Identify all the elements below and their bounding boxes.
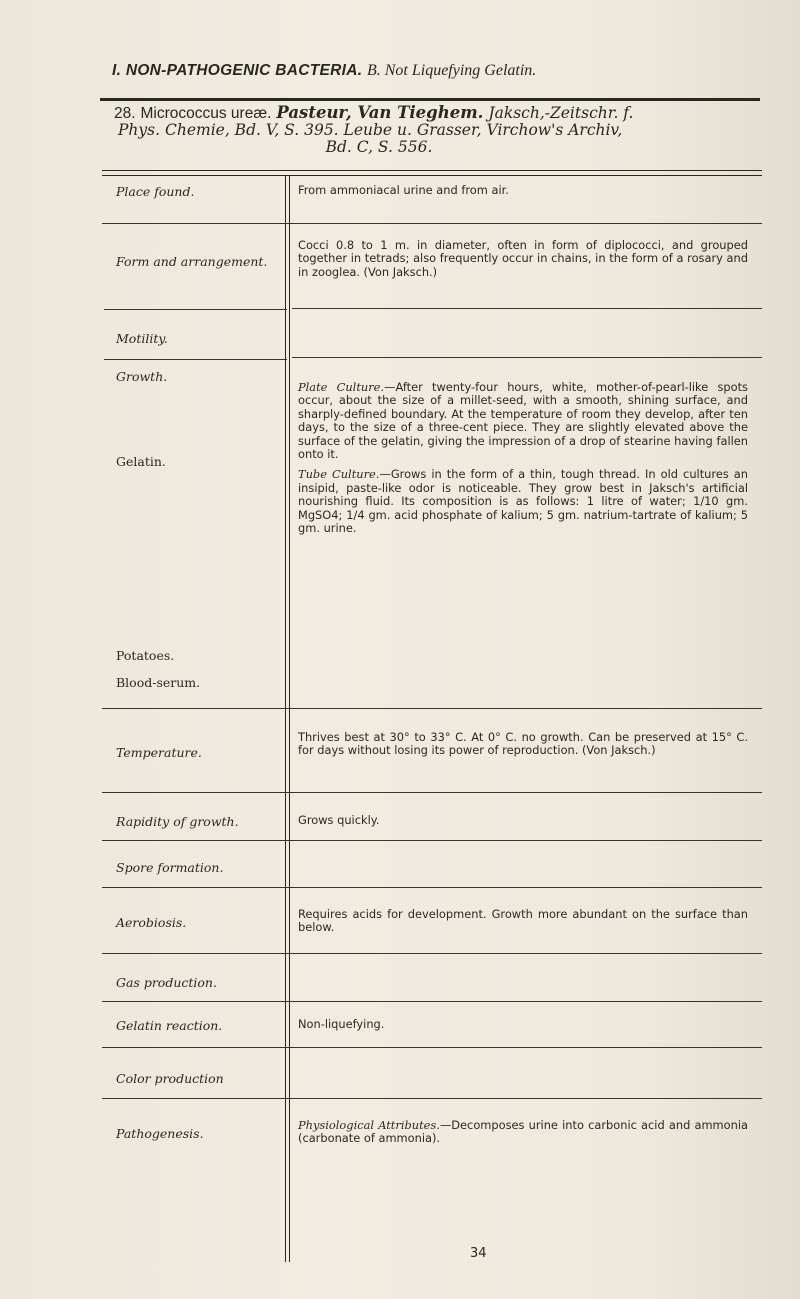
entry-reference-2: Phys. Chemie, Bd. V, S. 395. Leube u. Grasser, Virchow's Archiv, — [118, 121, 623, 139]
running-head-title: I. NON-PATHOGENIC BACTERIA. — [112, 62, 363, 79]
row-label: Color production — [116, 1071, 224, 1086]
header-rule — [100, 98, 760, 101]
row-rule — [292, 357, 762, 358]
row-label: Temperature. — [116, 745, 202, 760]
row-rule — [102, 1001, 762, 1002]
entry-authors: Pasteur, Van Tieghem. — [276, 103, 484, 122]
sublabel-potatoes: Potatoes. — [116, 648, 175, 663]
row-content: Requires acids for development. Growth more abundant on the surface than below. — [298, 907, 748, 935]
physiological-lead: Physiological Attributes. — [298, 1118, 440, 1132]
row-rule — [102, 708, 762, 709]
row-content: From ammoniacal urine and from air. — [298, 183, 509, 197]
tube-culture-text: —Grows in the form of a thin, tough thread. In old cultures an insipid, paste-like odor is noticeable. They grow best in Jaksch's artificial nourishing fluid. Its composition is as follows: 1 litre of water; 1/10 gm. MgSO4; 1/4 gm. acid phosphate of kalium; 5 gm. natrium-tartrate of kalium; 5 gm. urine. — [298, 467, 748, 536]
row-content: Grows quickly. — [298, 813, 380, 827]
row-rule — [104, 309, 287, 310]
row-content: Non-liquefying. — [298, 1017, 385, 1031]
row-rule — [102, 840, 762, 841]
growth-content — [298, 381, 748, 535]
entry-number: 28. — [114, 105, 136, 122]
running-head-subtitle: B. Not Liquefying Gelatin. — [366, 62, 537, 79]
row-content: Cocci 0.8 to 1 m. in diameter, often in form of diplococci, and grouped together in tetrads; also frequently occur in chains, in the form of a rosary and in zooglea. (Von Jaksch.) — [298, 238, 748, 279]
row-label: Form and arrangement. — [116, 254, 268, 269]
organism-name: Micrococcus ureæ. — [140, 105, 272, 122]
column-divider — [285, 176, 290, 1262]
sublabel-gelatin: Gelatin. — [116, 454, 166, 469]
row-label: Growth. — [116, 369, 168, 384]
row-rule — [102, 1047, 762, 1048]
entry-title — [114, 104, 774, 156]
row-rule — [292, 308, 762, 309]
tube-culture-lead: Tube Culture. — [298, 467, 380, 482]
tube-culture-paragraph — [298, 468, 748, 535]
page-number: 34 — [470, 1246, 487, 1261]
row-rule — [102, 223, 762, 224]
entry-reference-1: Jaksch,-Zeitschr. f. — [488, 104, 634, 122]
plate-culture-paragraph — [298, 381, 748, 461]
running-head — [112, 62, 752, 80]
row-content — [298, 1119, 748, 1146]
row-rule — [104, 359, 287, 360]
row-rule — [102, 953, 762, 954]
row-rule — [102, 1098, 762, 1099]
row-label: Spore formation. — [116, 860, 224, 875]
table-top-rule — [102, 170, 762, 176]
row-rule — [102, 792, 762, 793]
row-label: Gelatin reaction. — [116, 1018, 223, 1033]
plate-culture-lead: Plate Culture. — [298, 380, 385, 394]
row-label: Motility. — [116, 331, 168, 346]
sublabel-blood-serum: Blood-serum. — [116, 675, 201, 690]
row-content: Thrives best at 30° to 33° C. At 0° C. no growth. Can be preserved at 15° C. for days without losing its power of reproduction. (Von Jaksch.) — [298, 730, 748, 758]
physiological-text: —Decomposes urine into carbonic acid and ammonia (carbonate of ammonia). — [298, 1118, 748, 1146]
entry-reference-3: Bd. C, S. 556. — [325, 138, 433, 156]
row-label: Pathogenesis. — [116, 1126, 204, 1141]
row-label: Gas production. — [116, 975, 217, 990]
row-label: Place found. — [116, 184, 195, 199]
row-label: Rapidity of growth. — [116, 814, 239, 829]
row-rule — [102, 887, 762, 888]
plate-culture-text: —After twenty-four hours, white, mother-of-pearl-like spots occur, about the size of a millet-seed, with a smooth, shining surface, and sharply-defined boundary. At the temperature of room they develop, after ten days, to the size of a three-cent piece. They are slightly elevated above the surface of the gelatin, giving the impression of a drop of stearine having fallen onto it. — [298, 380, 748, 462]
row-label: Aerobiosis. — [116, 915, 187, 930]
